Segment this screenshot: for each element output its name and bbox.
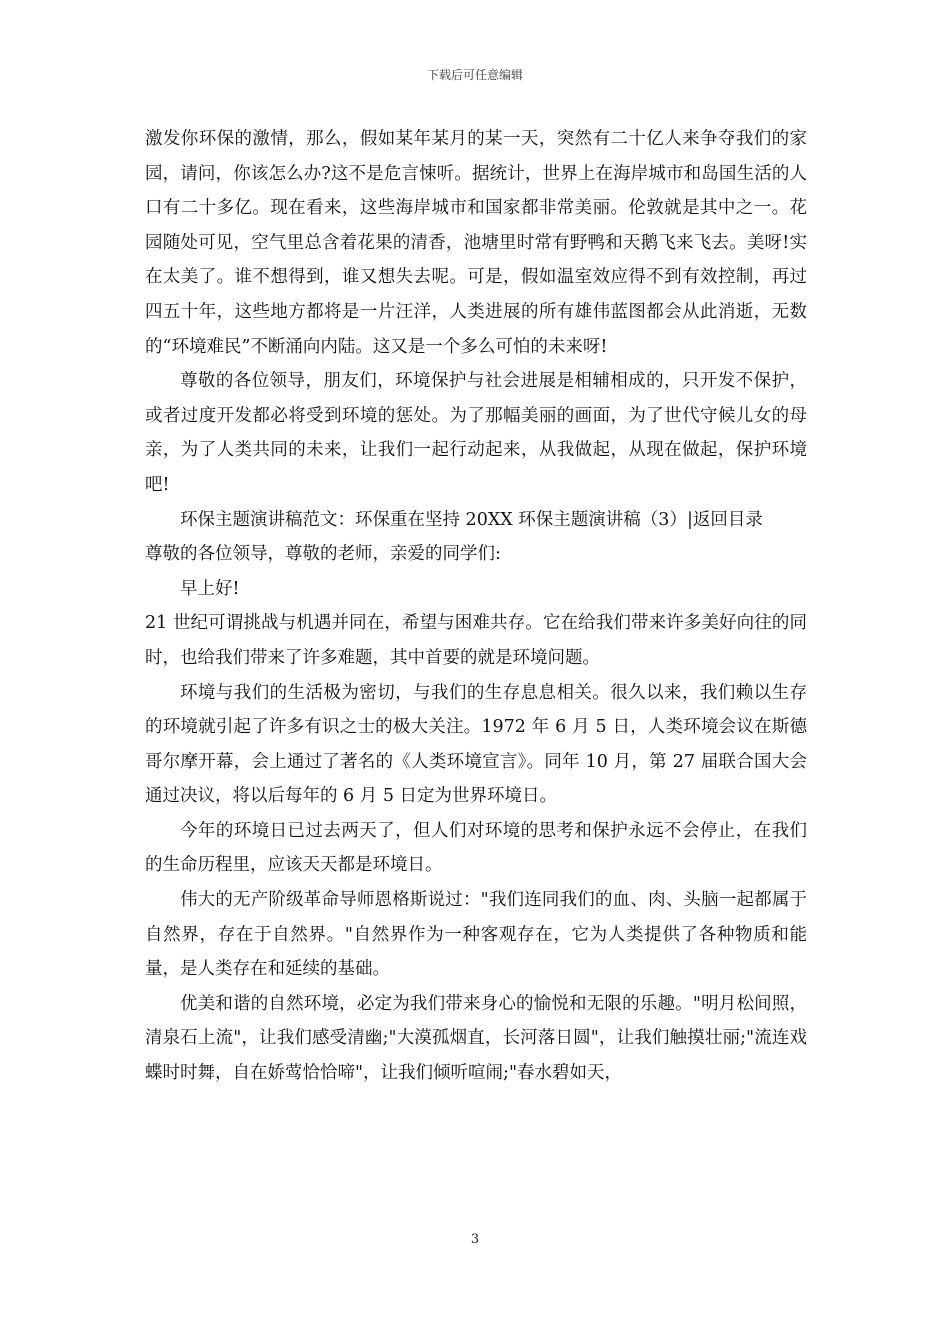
- salutation: 尊敬的各位领导，尊敬的老师，亲爱的同学们:: [145, 544, 501, 565]
- document-body: [145, 122, 807, 1091]
- paragraph: 今年的环境日已过去两天了，但人们对环境的思考和保护永远不会停止，在我们的生命历程里，应该天天都是环境日。: [145, 820, 807, 876]
- paragraph: 激发你环保的激情，那么，假如某年某月的某一天，突然有二十亿人来争夺我们的家园，请问，你该怎么办?这不是危言悚听。据统计，世界上在海岸城市和岛国生活的人口有二十多亿。现在看来，这些海岸城市和国家都非常美丽。伦敦就是其中之一。花园随处可见，空气里总含着花果的清香，池塘里时常有野鸭和天鹅飞来飞去。美呀!实在太美了。谁不想得到，谁又想失去呢。可是，假如温室效应得不到有效控制，再过四五十年，这些地方都将是一片汪洋，人类进展的所有雄伟蓝图都会从此消逝，无数的“环境难民”不断涌向内陆。这又是一个多么可怕的未来呀!: [145, 129, 807, 357]
- paragraph: 优美和谐的自然环境，必定为我们带来身心的愉悦和无限的乐趣。"明月松间照，清泉石上流"，让我们感受清幽;"大漠孤烟直，长河落日圆"，让我们触摸壮丽;"流连戏蝶时时舞，自在娇莺恰恰啼"，让我们倾听喧闹;"春水碧如天，: [145, 993, 807, 1084]
- paragraph: 伟大的无产阶级革命导师恩格斯说过："我们连同我们的血、肉、头脑一起都属于自然界，存在于自然界。"自然界作为一种客观存在，它为人类提供了各种物质和能量，是人类存在和延续的基础。: [145, 890, 807, 980]
- paragraph: 环境与我们的生活极为密切，与我们的生存息息相关。很久以来，我们赖以生存的环境就引起了许多有识之士的极大关注。1972 年 6 月 5 日，人类环境会议在斯德哥尔摩开幕，会上通过了著名的《人类环境宣言》。同年 10 月，第 27 届联合国大会通过决议，将以后每年的 6 月 5 日定为世界环境日。: [145, 682, 807, 807]
- page-number: 3: [470, 1232, 480, 1247]
- greeting: 早上好!: [180, 578, 240, 599]
- paragraph: 21 世纪可谓挑战与机遇并同在，希望与困难共存。它在给我们带来许多美好向往的同时，也给我们带来了许多难题，其中首要的就是环境问题。: [145, 613, 807, 668]
- paragraph: 尊敬的各位领导，朋友们，环境保护与社会进展是相辅相成的，只开发不保护，或者过度开发都必将受到环境的惩处。为了那幅美丽的画面，为了世代守候儿女的母亲，为了人类共同的未来，让我们一起行动起来，从我做起，从现在做起，保护环境吧!: [145, 371, 807, 495]
- section-heading: 环保主题演讲稿范文：环保重在坚持 20XX 环保主题演讲稿（3）|返回目录: [180, 509, 763, 530]
- page-header: 下载后可任意编辑: [426, 68, 523, 82]
